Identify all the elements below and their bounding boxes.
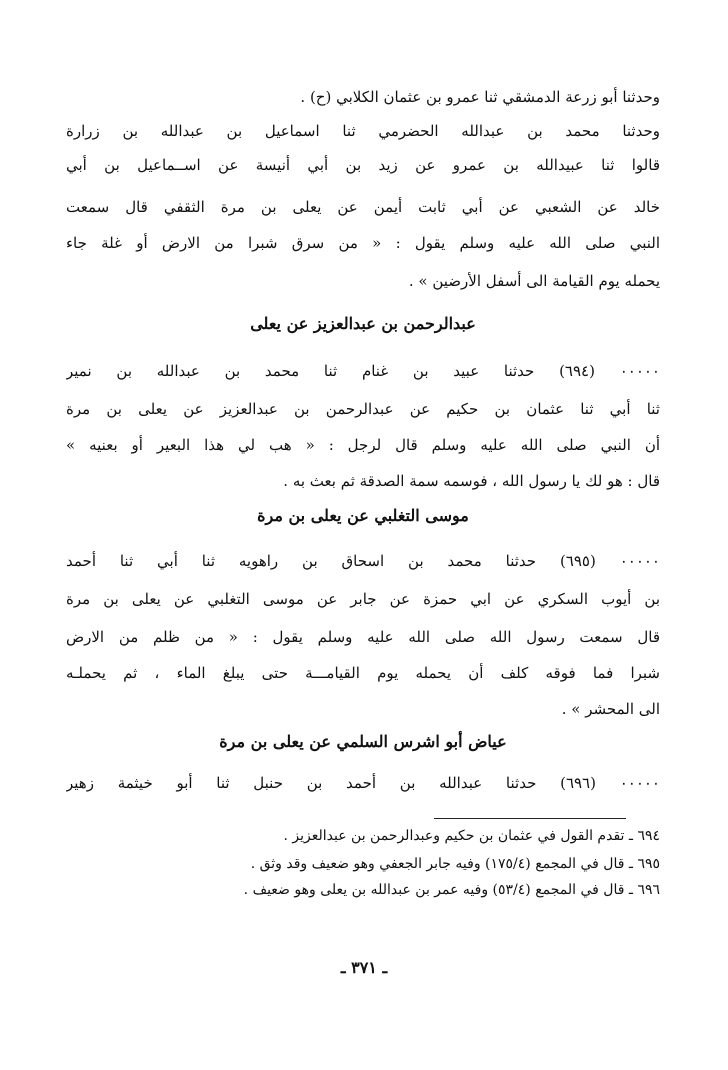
text-line: النبي صلى الله عليه وسلم يقول : « من سرق شبرا من الارض أو غلة جاء bbox=[66, 234, 660, 252]
text-line: ٠٠٠٠٠ (٦٩٤) حدثنا عبيد بن غنام ثنا محمد بن عبدالله بن نمير bbox=[66, 362, 660, 380]
text-line: قال : هو لك يا رسول الله ، فوسمه سمة الصدقة ثم بعث به . bbox=[283, 472, 660, 490]
text-line: خالد عن الشعبي عن أبي ثابت أيمن عن يعلى بن مرة الثقفي قال سمعت bbox=[66, 198, 660, 216]
text-line: ٠٠٠٠٠ (٦٩٦) حدثنا عبدالله بن أحمد بن حنبل ثنا أبو خيثمة زهير bbox=[66, 774, 660, 792]
text-line: قال سمعت رسول الله صلى الله عليه وسلم يقول : « من ظلم من الارض bbox=[66, 628, 660, 646]
section-heading: موسى التغلبي عن يعلى بن مرة bbox=[257, 506, 469, 525]
text-line: ٠٠٠٠٠ (٦٩٥) حدثنا محمد بن اسحاق بن راهويه ثنا أبي ثنا أحمد bbox=[66, 552, 660, 570]
text-line: وحدثنا محمد بن عبدالله الحضرمي ثنا اسماعيل بن عبدالله بن زرارة bbox=[66, 122, 660, 140]
text-line: أن النبي صلى الله عليه وسلم قال لرجل : « هب لي هذا البعير أو بعنيه » bbox=[66, 436, 660, 454]
footnote-separator bbox=[434, 818, 626, 819]
text-line: بن أيوب السكري عن ابي حمزة عن جابر عن موسى التغلبي عن يعلى بن مرة bbox=[66, 590, 660, 608]
text-line: يحمله يوم القيامة الى أسفل الأرضين » . bbox=[408, 272, 660, 290]
section-heading: عبدالرحمن بن عبدالعزيز عن يعلى bbox=[250, 314, 476, 333]
text-line: الى المحشر » . bbox=[561, 700, 660, 718]
text-line: شبرا فما فوقه كلف أن يحمله يوم القيامـــة حتى يبلغ الماء ، ثم يحملـه bbox=[66, 664, 660, 682]
footnote: ٦٩٦ ـ قال في المجمع (٥٣/٤) وفيه عمر بن عبدالله بن يعلى وهو ضعيف . bbox=[243, 882, 660, 898]
text-line: قالوا ثنا عبيدالله بن عمرو عن زيد بن أبي أنيسة عن اســماعيل بن أبي bbox=[66, 156, 660, 174]
text-line: ثنا أبي ثنا عثمان بن حكيم عن عبدالرحمن بن عبدالعزيز عن يعلى بن مرة bbox=[66, 400, 660, 418]
text-line: وحدثنا أبو زرعة الدمشقي ثنا عمرو بن عثمان الكلابي (ح) . bbox=[300, 88, 660, 106]
section-heading: عياض أبو اشرس السلمي عن يعلى بن مرة bbox=[219, 732, 507, 751]
footnote: ٦٩٥ ـ قال في المجمع (١٧٥/٤) وفيه جابر الجعفي وهو ضعيف وقد وثق . bbox=[250, 856, 660, 872]
footnote: ٦٩٤ ـ تقدم القول في عثمان بن حكيم وعبدالرحمن بن عبدالعزيز . bbox=[283, 828, 660, 844]
page-number: ـ ٣٧١ ـ bbox=[340, 958, 388, 977]
